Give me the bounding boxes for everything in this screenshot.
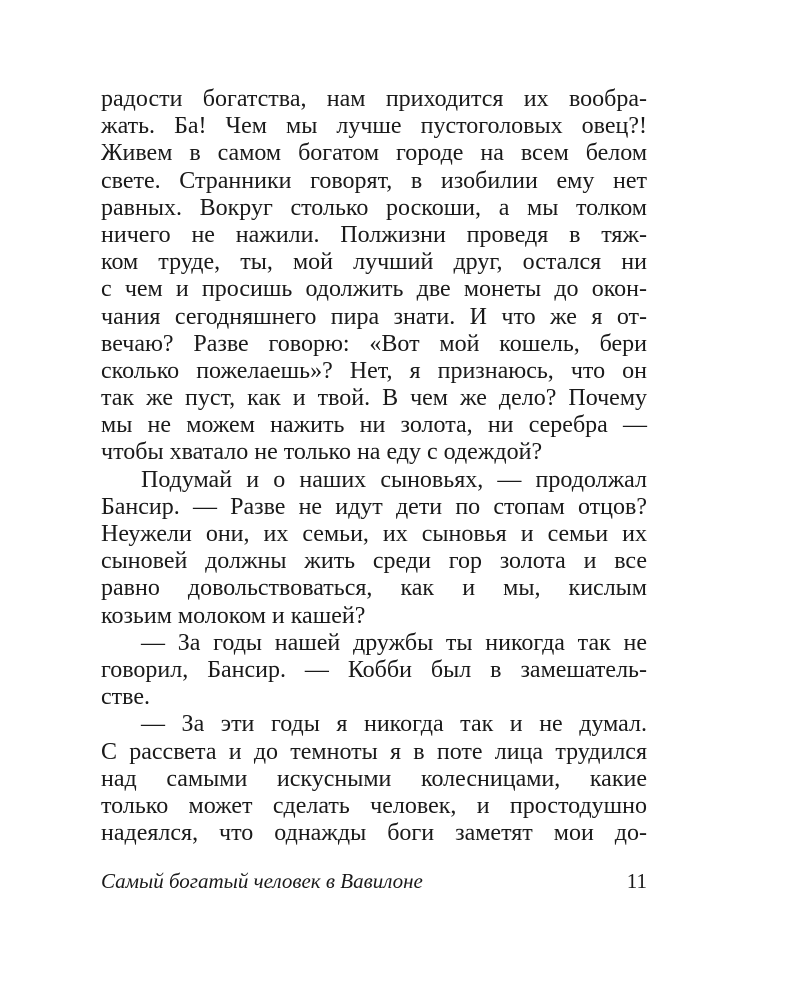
running-book-title: Самый богатый человек в Вавилоне [101,869,423,893]
text-line: только может сделать человек, и простодушно [101,792,647,819]
text-line: — За годы нашей дружбы ты никогда так не [141,629,647,656]
text-line: чания сегодняшнего пира знати. И что же я от- [101,303,647,330]
text-line: говорил, Бансир. — Кобби был в замешатель- [101,656,647,683]
text-line: сыновей должны жить среди гор золота и все [101,548,647,575]
text-line: так же пуст, как и твой. В чем же дело? Почему [101,385,647,412]
text-line: Бансир. — Разве не идут дети по стопам отцов? [101,493,647,520]
page-number: 11 [626,869,647,893]
text-line: Живем в самом богатом городе на всем белом [101,140,647,167]
body-text [101,86,647,847]
text-line: С рассвета и до темноты я в поте лица трудился [101,738,647,765]
text-line: стве. [101,684,150,711]
text-line: надеялся, что однажды боги заметят мои до- [101,820,647,847]
text-line: Подумай и о наших сыновьях, — продолжал [141,466,647,493]
text-line: вечаю? Разве говорю: «Вот мой кошель, бери [101,330,647,357]
text-line: над самыми искусными колесницами, какие [101,765,647,792]
text-line: сколько пожелаешь»? Нет, я признаюсь, что он [101,357,647,384]
text-line: чтобы хватало не только на еду с одеждой? [101,439,543,466]
text-line: ничего не нажили. Полжизни проведя в тяж- [101,221,647,248]
text-line: радости богатства, нам приходится их вообра- [101,86,647,112]
text-line: ком труде, ты, мой лучший друг, остался ни [101,249,647,276]
text-line: козьим молоком и кашей? [101,602,366,629]
text-line: равно довольствоваться, как и мы, кислым [101,575,647,602]
text-line: мы не можем нажить ни золота, ни серебра — [101,412,647,439]
text-line: равных. Вокруг столько роскоши, а мы толком [101,194,647,221]
text-line: — За эти годы я никогда так и не думал. [141,711,647,738]
text-line: Неужели они, их семьи, их сыновья и семьи их [101,521,647,547]
text-line: жать. Ба! Чем мы лучше пустоголовых овец?! [101,113,647,140]
page-footer [101,866,647,896]
text-line: свете. Странники говорят, в изобилии ему нет [101,167,647,194]
text-line: с чем и просишь одолжить две монеты до окон- [101,276,647,303]
